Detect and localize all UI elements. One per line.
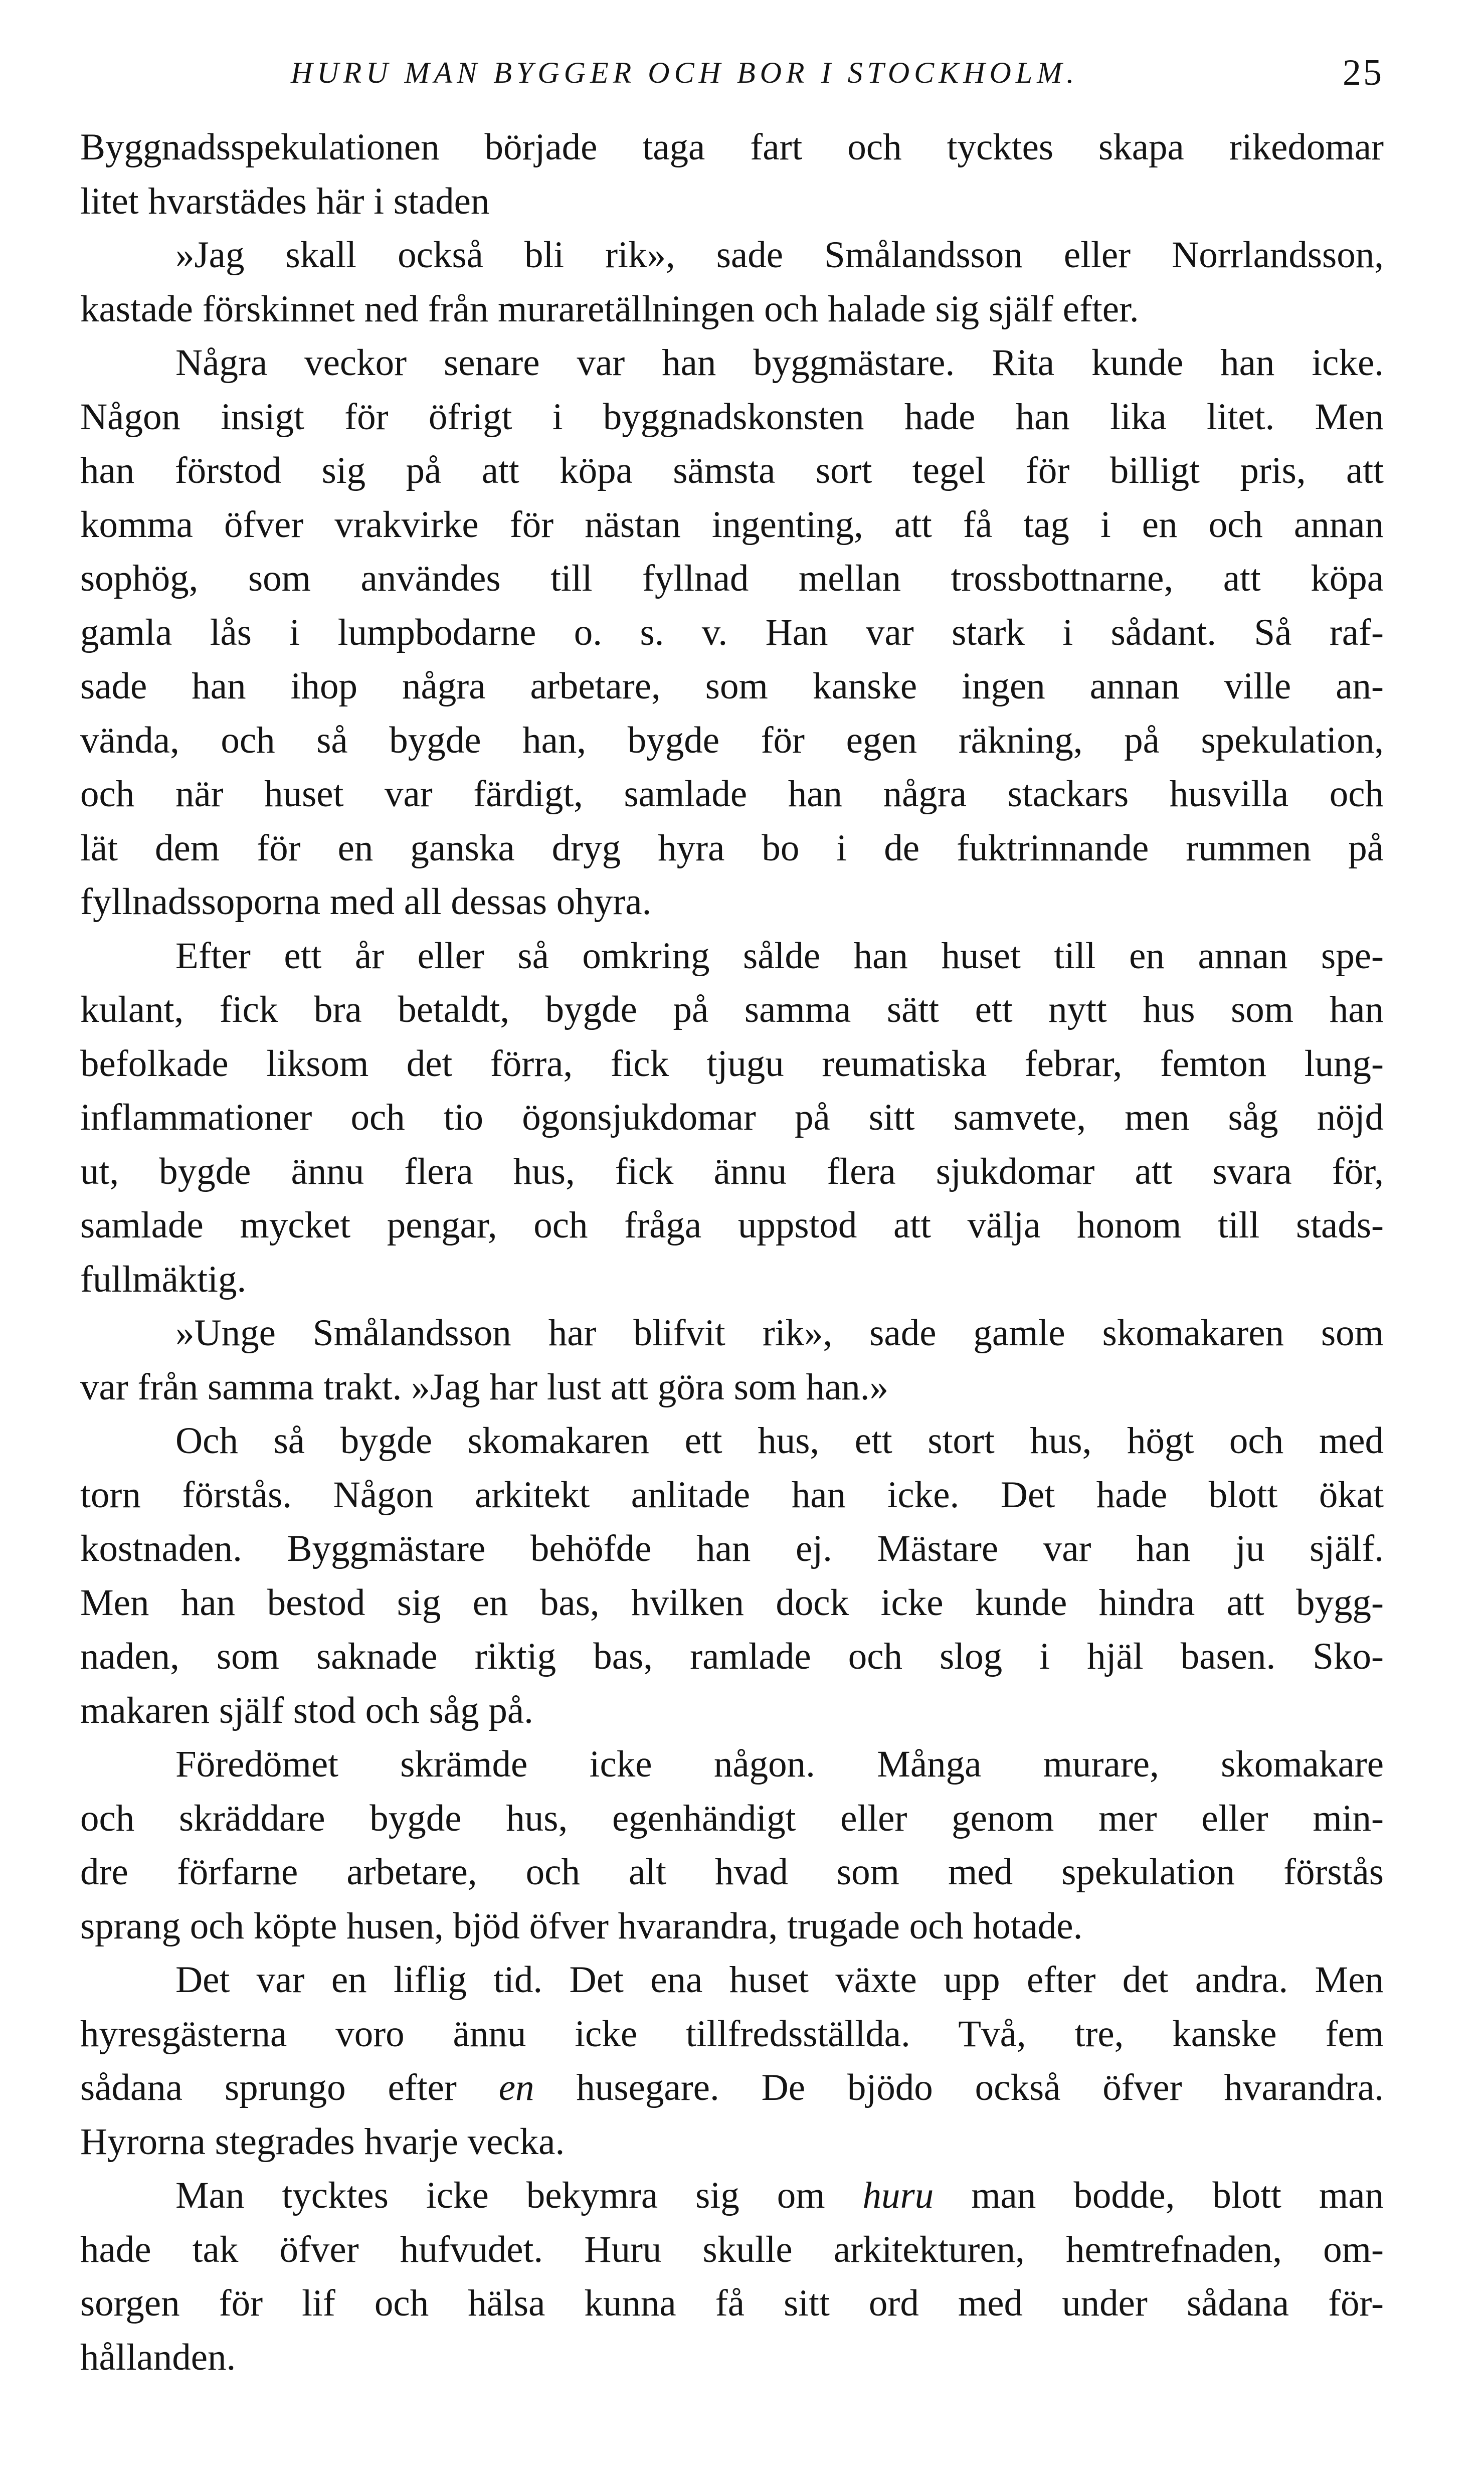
page-number: 25 <box>1343 52 1384 93</box>
text-line: inflammationer och tio ögonsjukdomar på sitt samvete, men såg nöjd <box>80 1097 1384 1138</box>
page-header <box>80 45 1384 100</box>
text-line: Någon insigt för öfrigt i byggnadskonsten hade han lika litet. Men <box>80 396 1384 438</box>
text-line: hade tak öfver hufvudet. Huru skulle arkitekturen, hemtrefnaden, om- <box>80 2228 1384 2270</box>
text-line: sådana sprungo efter en husegare. De bjödo också öfver hvarandra. <box>80 2067 1384 2108</box>
text-line: torn förstås. Någon arkitekt anlitade han icke. Det hade blott ökat <box>80 1474 1384 1516</box>
text-line: Det var en liflig tid. Det ena huset växte upp efter det andra. Men <box>175 1959 1384 2001</box>
text-line: litet hvarstädes här i staden <box>80 180 490 222</box>
running-title: HURU MAN BYGGER OCH BOR I STOCKHOLM. <box>291 56 1079 89</box>
paragraph <box>80 336 1384 929</box>
text-line: befolkade liksom det förra, fick tjugu reumatiska febrar, femton lung- <box>80 1042 1384 1085</box>
paragraph <box>80 1306 1384 1414</box>
text-line: dre förfarne arbetare, och alt hvad som med spekulation förstås <box>80 1851 1384 1893</box>
text-line: samlade mycket pengar, och fråga uppstod att välja honom till stads- <box>80 1204 1384 1246</box>
text-line: lät dem för en ganska dryg hyra bo i de fuktrinnande rummen på <box>80 827 1384 869</box>
paragraph <box>80 1737 1384 1953</box>
paragraph <box>80 228 1384 336</box>
text-line: kulant, fick bra betaldt, bygde på samma sätt ett nytt hus som han <box>80 989 1384 1030</box>
text-line: »Jag skall också bli rik», sade Smålandsson eller Norrlandsson, <box>175 234 1384 276</box>
text-line: kostnaden. Byggmästare behöfde han ej. Mästare var han ju själf. <box>80 1528 1384 1569</box>
text-line: sorgen för lif och hälsa kunna få sitt ord med under sådana för- <box>80 2282 1384 2324</box>
text-line: makaren själf stod och såg på. <box>80 1689 533 1731</box>
text-line: fullmäktig. <box>80 1258 247 1300</box>
text-line: Man tycktes icke bekymra sig om huru man bodde, blott man <box>175 2175 1384 2216</box>
text-line: Och så bygde skomakaren ett hus, ett stort hus, högt och med <box>175 1420 1384 1462</box>
paragraph <box>80 120 1384 228</box>
text-line: hyresgästerna voro ännu icke tillfredsställda. Två, tre, kanske fem <box>80 2013 1384 2055</box>
text-line: Föredömet skrämde icke någon. Många murare, skomakare <box>175 1743 1384 1785</box>
text-line: var från samma trakt. »Jag har lust att göra som han.» <box>80 1366 889 1408</box>
text-line: ut, bygde ännu flera hus, fick ännu flera sjukdomar att svara för, <box>80 1150 1384 1192</box>
text-line: Efter ett år eller så omkring sålde han huset till en annan spe- <box>175 935 1384 977</box>
paragraph <box>80 2169 1384 2384</box>
body-text <box>80 120 1384 2384</box>
text-line: sophög, som användes till fyllnad mellan trossbottnarne, att köpa <box>80 558 1384 599</box>
text-line: sade han ihop några arbetare, som kanske ingen annan ville an- <box>80 665 1384 707</box>
paragraph <box>80 1414 1384 1737</box>
text-line: fyllnadssoporna med all dessas ohyra. <box>80 881 652 923</box>
text-line: Men han bestod sig en bas, hvilken dock icke kunde hindra att bygg- <box>80 1581 1384 1624</box>
text-line: och när huset var färdigt, samlade han några stackars husvilla och <box>80 773 1384 815</box>
text-line: hållanden. <box>80 2336 236 2378</box>
text-line: komma öfver vrakvirke för nästan ingenting, att få tag i en och annan <box>80 503 1384 546</box>
text-line: gamla lås i lumpbodarne o. s. v. Han var stark i sådant. Så raf- <box>80 611 1384 653</box>
text-line: och skräddare bygde hus, egenhändigt eller genom mer eller min- <box>80 1797 1384 1839</box>
paragraph <box>80 929 1384 1307</box>
paragraph <box>80 1953 1384 2169</box>
text-line: vända, och så bygde han, bygde för egen räkning, på spekulation, <box>80 719 1384 761</box>
text-line: Hyrorna stegrades hvarje vecka. <box>80 2120 565 2163</box>
text-line: Några veckor senare var han byggmästare. Rita kunde han icke. <box>175 342 1384 384</box>
text-line: han förstod sig på att köpa sämsta sort tegel för billigt pris, att <box>80 450 1384 491</box>
text-line: sprang och köpte husen, bjöd öfver hvarandra, trugade och hotade. <box>80 1905 1083 1947</box>
text-line: »Unge Smålandsson har blifvit rik», sade gamle skomakaren som <box>175 1312 1384 1354</box>
text-line: naden, som saknade riktig bas, ramlade och slog i hjäl basen. Sko- <box>80 1636 1384 1677</box>
text-line: kastade förskinnet ned från muraretällningen och halade sig själf efter. <box>80 288 1139 330</box>
text-line: Byggnadsspekulationen började taga fart och tycktes skapa rikedomar <box>80 126 1384 168</box>
